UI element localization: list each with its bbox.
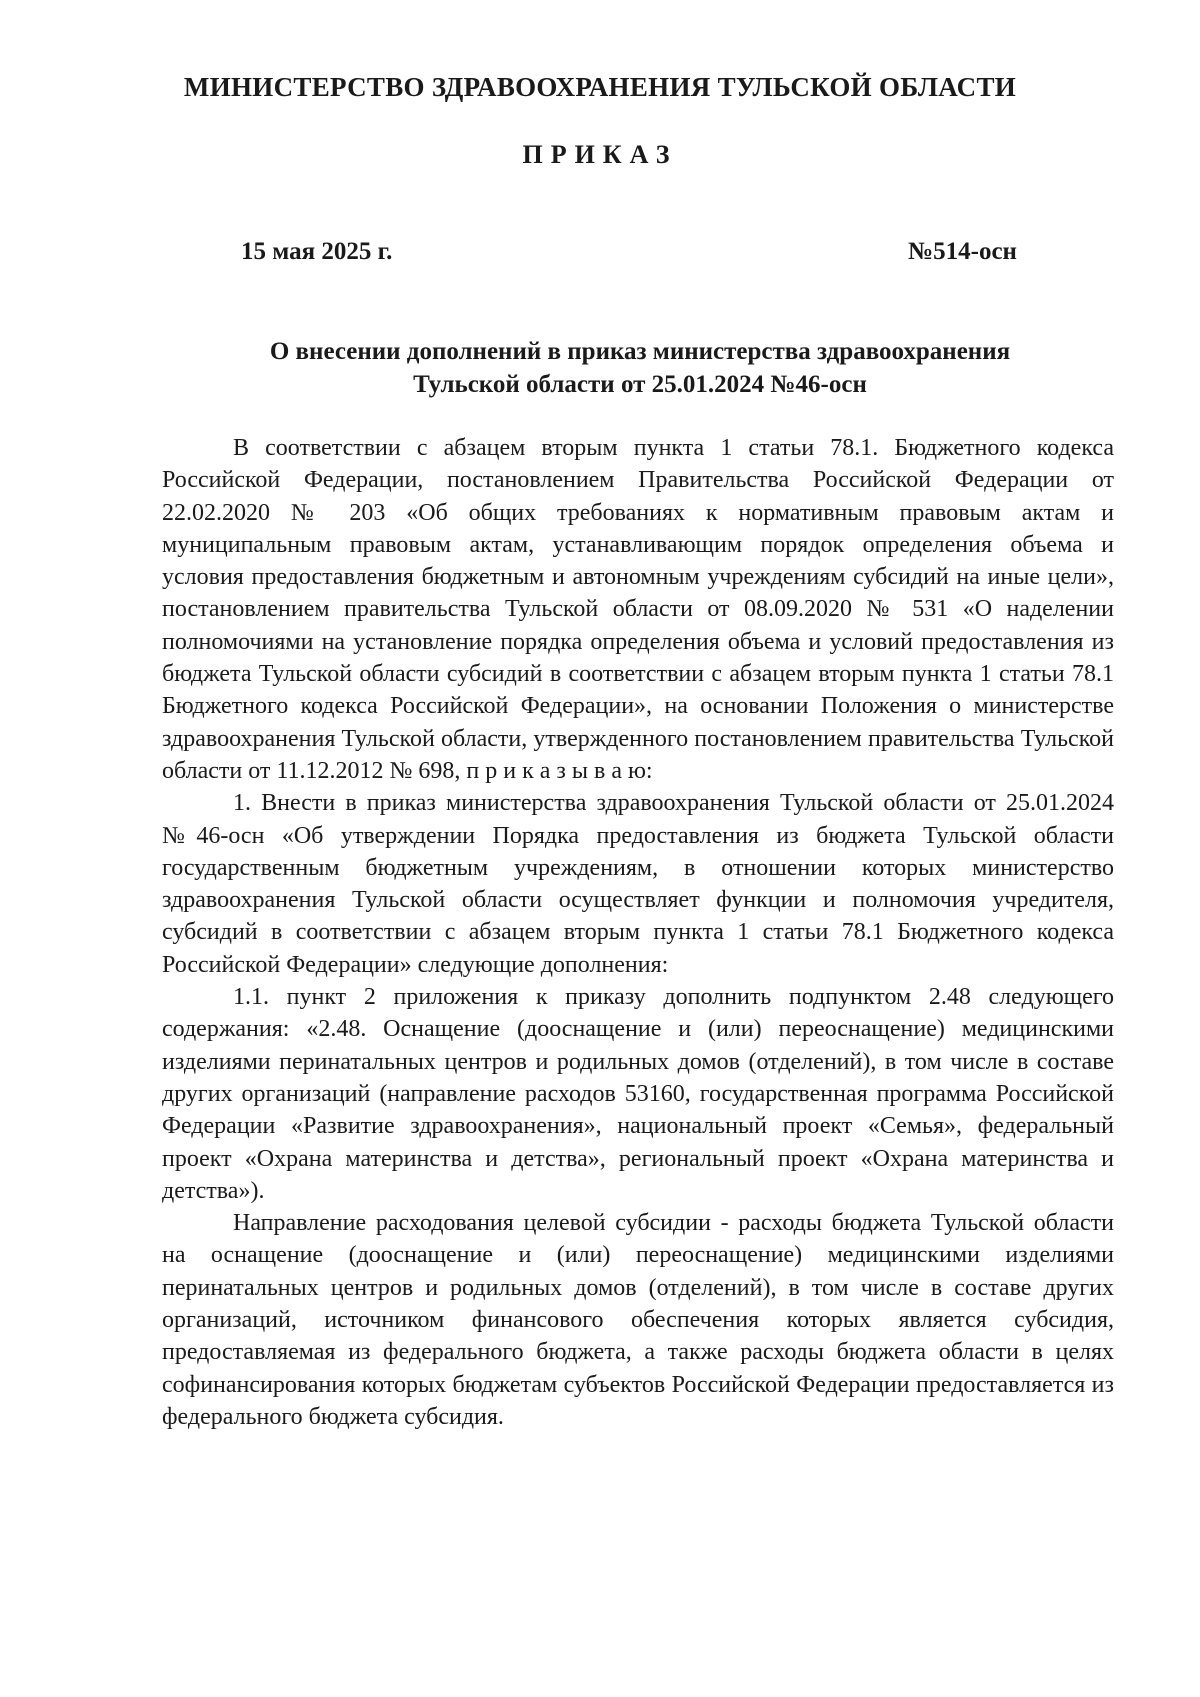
paragraph-clause-1-1: 1.1. пункт 2 приложения к приказу дополнить подпунктом 2.48 следующего содержания: «2.48. Оснащение (дооснащение и (или) переоснащение) медицинскими изделиями перинатальных центров и родильных домов (отделений), в том числе в составе других организаций (направление расходов 53160, государственная программа Российской Федерации «Развитие здравоохранения», национальный проект «Семья», федеральный проект «Охрана материнства и детства», региональный проект «Охрана материнства и детства»). bbox=[162, 984, 1114, 1204]
order-title: ПРИКАЗ bbox=[522, 140, 678, 169]
paragraph-preamble: В соответствии с абзацем вторым пункта 1 статьи 78.1. Бюджетного кодекса Российской Федерации, постановлением Правительства Российской Федерации от 22.02.2020 № 203 «Об общих требованиях к нормативным правовым актам и муниципальным правовым актам, устанавливающим порядок определения объема и условия предоставления бюджетным и автономным учреждениям субсидий на иные цели», постановлением правительства Тульской области от 08.09.2020 № 531 «О наделении полномочиями на установление порядка определения объема и условий предоставления из бюджета Тульской области субсидий в соответствии с абзацем вторым пункта 1 статьи 78.1 Бюджетного кодекса Российской Федерации», на основании Положения о министерстве здравоохранения Тульской области, утвержденного постановлением правительства Тульской области от 11.12.2012 № 698, п р и к а з ы в а ю: bbox=[162, 435, 1114, 784]
subject-line-2: Тульской области от 25.01.2024 №46-осн bbox=[413, 371, 867, 398]
paragraph-subsidy-direction: Направление расходования целевой субсидии - расходы бюджета Тульской области на оснащение (дооснащение и (или) переоснащение) медицинскими изделиями перинатальных центров и родильных домов (отделений), в том числе в составе других организаций, источником финансового обеспечения которых является субсидия, предоставляемая из федерального бюджета, а также расходы бюджета области в целях софинансирования которых бюджетам субъектов Российской Федерации предоставляется из федерального бюджета субсидия. bbox=[162, 1210, 1114, 1430]
order-date: 15 мая 2025 г. bbox=[241, 238, 393, 265]
order-number: №514-осн bbox=[908, 238, 1017, 265]
order-subject bbox=[165, 335, 1115, 401]
paragraph-clause-1: 1. Внести в приказ министерства здравоохранения Тульской области от 25.01.2024 №46-осн «Об утверждении Порядка предоставления из бюджета Тульской области государственным бюджетным учреждениям, в отношении которых министерство здравоохранения Тульской области осуществляет функции и полномочия учредителя, субсидий в соответствии с абзацем вторым пункта 1 статьи 78.1 Бюджетного кодекса Российской Федерации» следующие дополнения: bbox=[162, 790, 1114, 978]
subject-line-1: О внесении дополнений в приказ министерства здравоохранения bbox=[269, 338, 1011, 365]
ministry-heading: МИНИСТЕРСТВО ЗДРАВООХРАНЕНИЯ ТУЛЬСКОЙ ОБЛАСТИ bbox=[183, 72, 1017, 102]
order-body bbox=[162, 432, 1114, 1433]
